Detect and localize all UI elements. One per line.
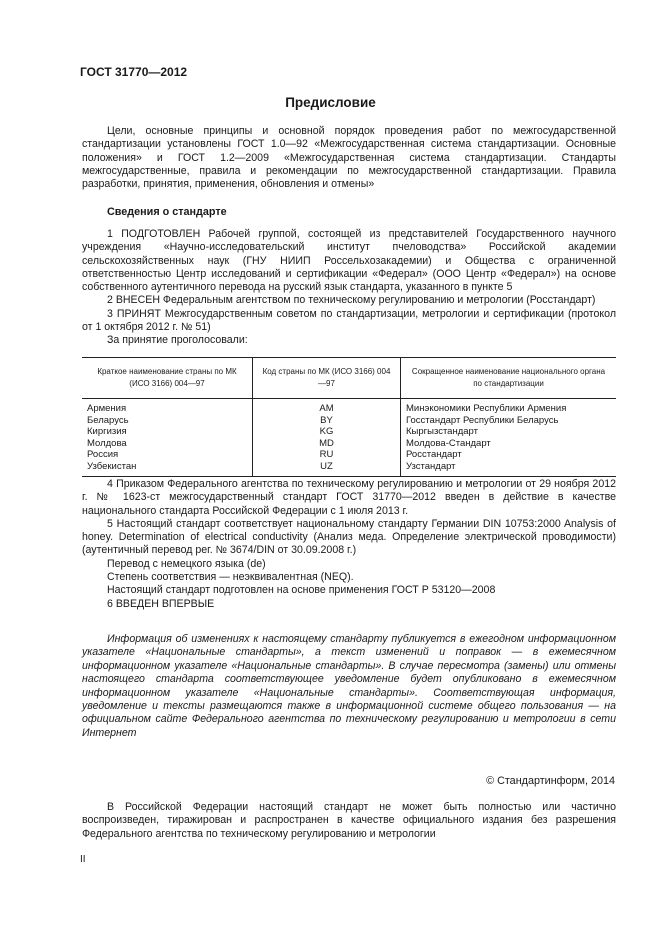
- item-1-paragraph: 1 ПОДГОТОВЛЕН Рабочей группой, состоящей из представителей Государственного научного учреждения «Научно-исследовательский институт пчеловодства» Российской академии сельскохозяйственных наук (ГНУ НИИП Россельхозакадемии) и Общества с ограниченной ответственностью Центр исследований и сертификации «Федерал» (ООО Центр «Федерал») на основе собственного аутентичного перевода на русский язык стандарта, указанного в пункте 5: [82, 228, 616, 294]
- country-cell: Россия: [82, 449, 253, 461]
- table-row: [82, 438, 616, 450]
- item-6-paragraph: 6 ВВЕДЕН ВПЕРВЫЕ: [107, 597, 215, 610]
- page-title: Предисловие: [285, 95, 376, 110]
- page-number: II: [80, 854, 86, 865]
- code-cell: AM: [253, 399, 401, 415]
- copyright-notice: © Стандартинформ, 2014: [486, 775, 615, 787]
- country-cell: Молдова: [82, 438, 253, 450]
- country-cell: Киргизия: [82, 426, 253, 438]
- body-cell: Узстандарт: [406, 460, 456, 472]
- body-cell: Молдова-Стандарт: [406, 437, 491, 449]
- column-header-body: Сокращенное наименование национального органа по стандартизации: [401, 358, 617, 399]
- column-header-country: Краткое наименование страны по МК (ИСО 3166) 004—97: [82, 358, 253, 399]
- vote-table: [82, 357, 616, 477]
- code-cell: UZ: [253, 461, 401, 476]
- code-cell: RU: [253, 449, 401, 461]
- standard-info-block: [82, 228, 616, 348]
- item-3-paragraph: 3 ПРИНЯТ Межгосударственным советом по стандартизации, метрологии и сертификации (протокол от 1 октября 2012 г. № 51): [82, 307, 616, 334]
- table-row: [82, 415, 616, 427]
- country-cell: Беларусь: [82, 415, 253, 427]
- column-header-code: Код страны по МК (ИСО 3166) 004—97: [253, 358, 401, 399]
- body-cell: Росстандарт: [406, 449, 462, 461]
- conformity-degree: Степень соответствия — неэквивалентная (NEQ).: [107, 571, 354, 584]
- body-cell: Минэкономики Республики Армения: [406, 403, 567, 414]
- body-cell: Кыргызстандарт: [406, 426, 478, 438]
- standard-code: ГОСТ 31770—2012: [80, 65, 188, 79]
- basis-note: Настоящий стандарт подготовлен на основе применения ГОСТ Р 53120—2008: [107, 584, 496, 597]
- changes-info-text: Информация об изменениях к настоящему стандарту публикуется в ежегодном информационном указателе «Национальные стандарты», а текст изменений и поправок — в ежемесячном информационном указателе «Национальные стандарты». В случае пересмотра (замены) или отмены настоящего стандарта соответствующее уведомление будет опубликовано в ежемесячном информационном указателе «Национальные стандарты». Соответствующая информация, уведомление и тексты размещаются также в информационной системе общего пользования — на официальном сайте Федерального агентства по техническому регулированию и метрологии в сети Интернет: [82, 633, 616, 739]
- item-5-paragraph: 5 Настоящий стандарт соответствует национальному стандарту Германии DIN 10753:2000 Analysis of honey. Determination of electrical conductivity (Анализ меда. Определение электрической проводимости) (аутентичный перевод рег. № 3674/DIN от 30.09.2008 г.): [82, 517, 616, 557]
- reproduction-text: В Российской Федерации настоящий стандарт не может быть полностью или частично воспроизведен, тиражирован и распространен в качестве официального издания без разрешения Федерального агентства по техническому регулированию и метрологии: [82, 801, 616, 840]
- reproduction-notice: [82, 801, 616, 841]
- item-2-paragraph: 2 ВНЕСЕН Федеральным агентством по техническому регулированию и метрологии (Росстандарт): [107, 294, 596, 307]
- table-row: [82, 449, 616, 461]
- intro-block: [82, 125, 616, 191]
- code-cell: BY: [253, 415, 401, 427]
- item-4-paragraph: 4 Приказом Федерального агентства по техническому регулированию и метрологии от 29 ноября 2012 г. № 1623-ст межгосударственный стандарт ГОСТ 31770—2012 введен в действие в качестве национального стандарта Российской Федерации с 1 июля 2013 г.: [82, 478, 616, 517]
- table-row: [82, 461, 616, 476]
- section-heading: Сведения о стандарте: [107, 206, 227, 218]
- table-row: [82, 426, 616, 438]
- translation-note: Перевод с немецкого языка (de): [107, 557, 266, 570]
- changes-info-notice: [82, 633, 616, 740]
- country-cell: Узбекистан: [82, 461, 253, 476]
- table-header-row: [82, 358, 616, 399]
- intro-paragraph: Цели, основные принципы и основной порядок проведения работ по межгосударственной стандартизации установлены ГОСТ 1.0—92 «Межгосударственная система стандартизации. Основные положения» и ГОСТ 1.2—2009 «Межгосударственная система стандартизации. Стандарты межгосударственные, правила и рекомендации по межгосударственной стандартизации. Правила разработки, принятия, применения, обновления и отмены»: [82, 125, 616, 191]
- code-cell: KG: [253, 426, 401, 438]
- standard-info-block-continued: [82, 478, 616, 611]
- table-row: [82, 399, 616, 415]
- code-cell: MD: [253, 438, 401, 450]
- body-cell: Госстандарт Республики Беларусь: [406, 414, 559, 426]
- country-cell: Армения: [82, 399, 253, 415]
- vote-intro-text: За принятие проголосовали:: [107, 334, 248, 347]
